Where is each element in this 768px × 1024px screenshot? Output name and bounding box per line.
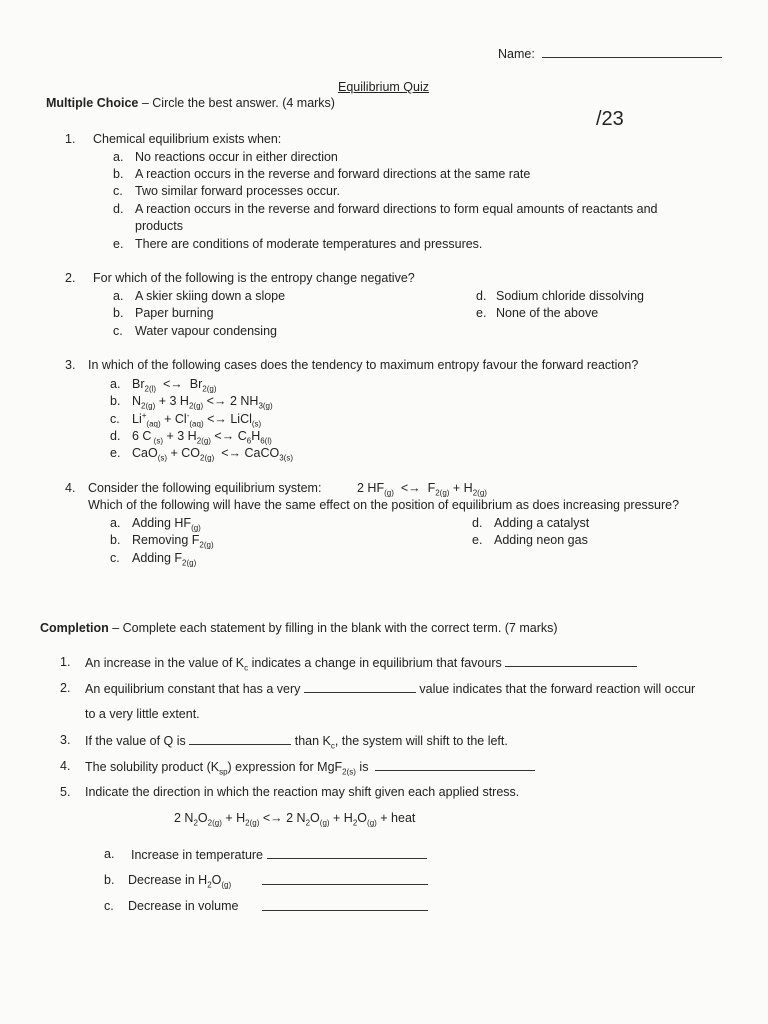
q1-option-c[interactable]: Two similar forward processes occur.: [135, 184, 340, 198]
q1-option-d-letter: d.: [113, 202, 124, 216]
q2-option-e[interactable]: None of the above: [496, 306, 599, 320]
c1-number: 1.: [60, 655, 71, 669]
c1-blank[interactable]: [505, 655, 637, 667]
c5-b-blank[interactable]: [262, 873, 428, 885]
q2-option-d-letter: d.: [476, 289, 487, 303]
q2-option-b-letter: b.: [113, 306, 124, 320]
c5-statement: Indicate the direction in which the reaction may shift given each applied stress.: [85, 785, 520, 799]
completion-heading-label: Completion: [40, 621, 109, 635]
q3-option-d-letter: d.: [110, 429, 121, 443]
score-total: /23: [596, 108, 624, 130]
c5-b-text: Decrease in H: [128, 873, 208, 887]
q4-option-c[interactable]: Adding $F_{2(g)}$: [132, 551, 197, 568]
q4-option-d-letter: d.: [472, 516, 483, 530]
q3-option-b-letter: b.: [110, 394, 121, 408]
name-field: [498, 46, 722, 61]
c5-c-blank[interactable]: [262, 899, 428, 911]
q2-option-c-letter: c.: [113, 324, 123, 338]
c5-c-letter: c.: [104, 899, 114, 913]
c4-statement: The solubility product $(K_{sp})$ expression for MgF$_{2(s)}$ is: [85, 759, 535, 774]
q4-option-b-letter: b.: [110, 533, 121, 547]
mc-heading: [46, 96, 335, 110]
mc-heading-label: Multiple Choice: [46, 96, 139, 110]
q3-option-c-letter: c.: [110, 412, 120, 426]
name-label: Name:: [498, 47, 535, 61]
q4-option-a-text: Adding HF: [132, 516, 192, 530]
q4-option-c-letter: c.: [110, 551, 120, 565]
q4-text: Consider the following equilibrium system:: [88, 481, 322, 495]
c2-blank[interactable]: [304, 681, 416, 693]
c3-text: If the value of Q is: [85, 734, 186, 748]
q1-option-c-letter: c.: [113, 184, 123, 198]
q4-option-c-text: Adding F: [132, 551, 183, 565]
c5-b-blank-wrap: [262, 873, 428, 888]
q1-text: Chemical equilibrium exists when:: [93, 132, 282, 146]
c4-number: 4.: [60, 759, 71, 773]
q2-option-e-letter: e.: [476, 306, 487, 320]
c5-a-text: Increase in temperature: [131, 848, 264, 862]
c5-b: Decrease in $H_2O_{(g)}$: [128, 873, 232, 890]
q1-option-b-letter: b.: [113, 167, 124, 181]
q2-option-d[interactable]: Sodium chloride dissolving: [496, 289, 644, 303]
q4-option-e[interactable]: Adding neon gas: [494, 533, 588, 547]
q1-option-d-cont: products: [135, 219, 183, 233]
c5-a-letter: a.: [104, 847, 115, 861]
completion-heading: [40, 621, 558, 635]
c5-c-blank-wrap: [262, 899, 428, 914]
q2-option-a-letter: a.: [113, 289, 124, 303]
q1-option-e-letter: e.: [113, 237, 124, 251]
q1-option-b[interactable]: A reaction occurs in the reverse and forward directions at the same rate: [135, 167, 531, 181]
name-blank[interactable]: [542, 46, 722, 58]
q2-text: For which of the following is the entropy change negative?: [93, 271, 415, 285]
q1-option-a[interactable]: No reactions occur in either direction: [135, 150, 338, 164]
c3-statement: If the value of Q is than $K_c$, the system will shift to the left.: [85, 734, 508, 751]
q1-option-a-letter: a.: [113, 150, 124, 164]
q3-option-e[interactable]: $CaO_{(s)} + CO_{2(g)}$ <→ CaCO$_{3(s)}$: [132, 446, 293, 463]
q3-text: In which of the following cases does the tendency to maximum entropy favour the forward reaction?: [88, 358, 639, 372]
c1-text: An increase in the value of K: [85, 656, 245, 670]
c4-text: The solubility product (K: [85, 760, 220, 774]
c2-statement: [85, 681, 695, 696]
c1-statement: An increase in the value of $K_c$ indicates a change in equilibrium that favours: [85, 655, 637, 670]
q4-text2: Which of the following will have the same effect on the position of equilibrium as does increasing pressure?: [88, 498, 680, 512]
mc-instructions: – Circle the best answer. (4 marks): [138, 96, 335, 110]
q1-option-e[interactable]: There are conditions of moderate temperatures and pressures.: [135, 237, 483, 251]
c5-c-text: Decrease in volume: [128, 899, 239, 913]
c2-text-after: value indicates that the forward reaction will occur: [419, 682, 696, 696]
c2-statement-cont: to a very little extent.: [85, 707, 200, 721]
q1-number: 1.: [65, 132, 76, 146]
c3-number: 3.: [60, 733, 71, 747]
q4-option-a[interactable]: Adding $HF_{(g)}$: [132, 516, 201, 533]
c2-number: 2.: [60, 681, 71, 695]
q4-option-a-letter: a.: [110, 516, 121, 530]
q4-option-b[interactable]: Removing $F_{2(g)}$: [132, 533, 214, 550]
q3-option-a[interactable]: $Br_{2(l)} <\to Br_{2(g)}$: [132, 377, 217, 394]
q3-option-c[interactable]: $Li^+_{(aq)} + Cl^-_{(aq)}$ <→ LiCl$_{(s)}$: [132, 410, 262, 429]
c2-text: An equilibrium constant that has a very: [85, 682, 301, 696]
q3-option-a-letter: a.: [110, 377, 121, 391]
c5-a-blank[interactable]: [267, 847, 427, 859]
completion-instructions: – Complete each statement by filling in the blank with the correct term. (7 marks): [108, 621, 558, 635]
q2-option-a[interactable]: A skier skiing down a slope: [135, 289, 286, 303]
q3-option-b[interactable]: $N_{2(g)} + 3$ $H_{2(g)} <\to 2$ $NH_{3(g)}$: [132, 394, 273, 411]
q4-option-d[interactable]: Adding a catalyst: [494, 516, 590, 530]
q2-option-c[interactable]: Water vapour condensing: [135, 324, 277, 338]
q4-number: 4.: [65, 481, 76, 495]
c3-text-after: than K: [294, 734, 331, 748]
q1-option-d[interactable]: A reaction occurs in the reverse and forward directions to form equal amounts of reactants and: [135, 202, 658, 216]
q4-option-b-text: Removing F: [132, 533, 200, 547]
c5-equation: 2 $N_2O_{2(g)} + H_{2(g)} <\to 2$ $N_2O_{(g)} + H_2O_{(g)}$ + heat: [174, 811, 416, 828]
c5-number: 5.: [60, 785, 71, 799]
q3-option-e-letter: e.: [110, 446, 121, 460]
c5-b-letter: b.: [104, 873, 115, 887]
q3-number: 3.: [65, 358, 76, 372]
c4-blank[interactable]: [375, 759, 535, 771]
c3-blank[interactable]: [189, 733, 291, 745]
q4-option-e-letter: e.: [472, 533, 483, 547]
q2-option-b[interactable]: Paper burning: [135, 306, 214, 320]
quiz-title: Equilibrium Quiz: [338, 80, 430, 94]
q3-option-d[interactable]: 6 C $_{(s)}$ + 3 $H_{2(g)} <\to C_6H_{6(l)}$: [132, 429, 272, 446]
q2-number: 2.: [65, 271, 76, 285]
c5-a: [131, 847, 427, 862]
q4-equation: 2 $HF_{(g)} <\to F_{2(g)} + H_{2(g)}$: [357, 481, 487, 498]
